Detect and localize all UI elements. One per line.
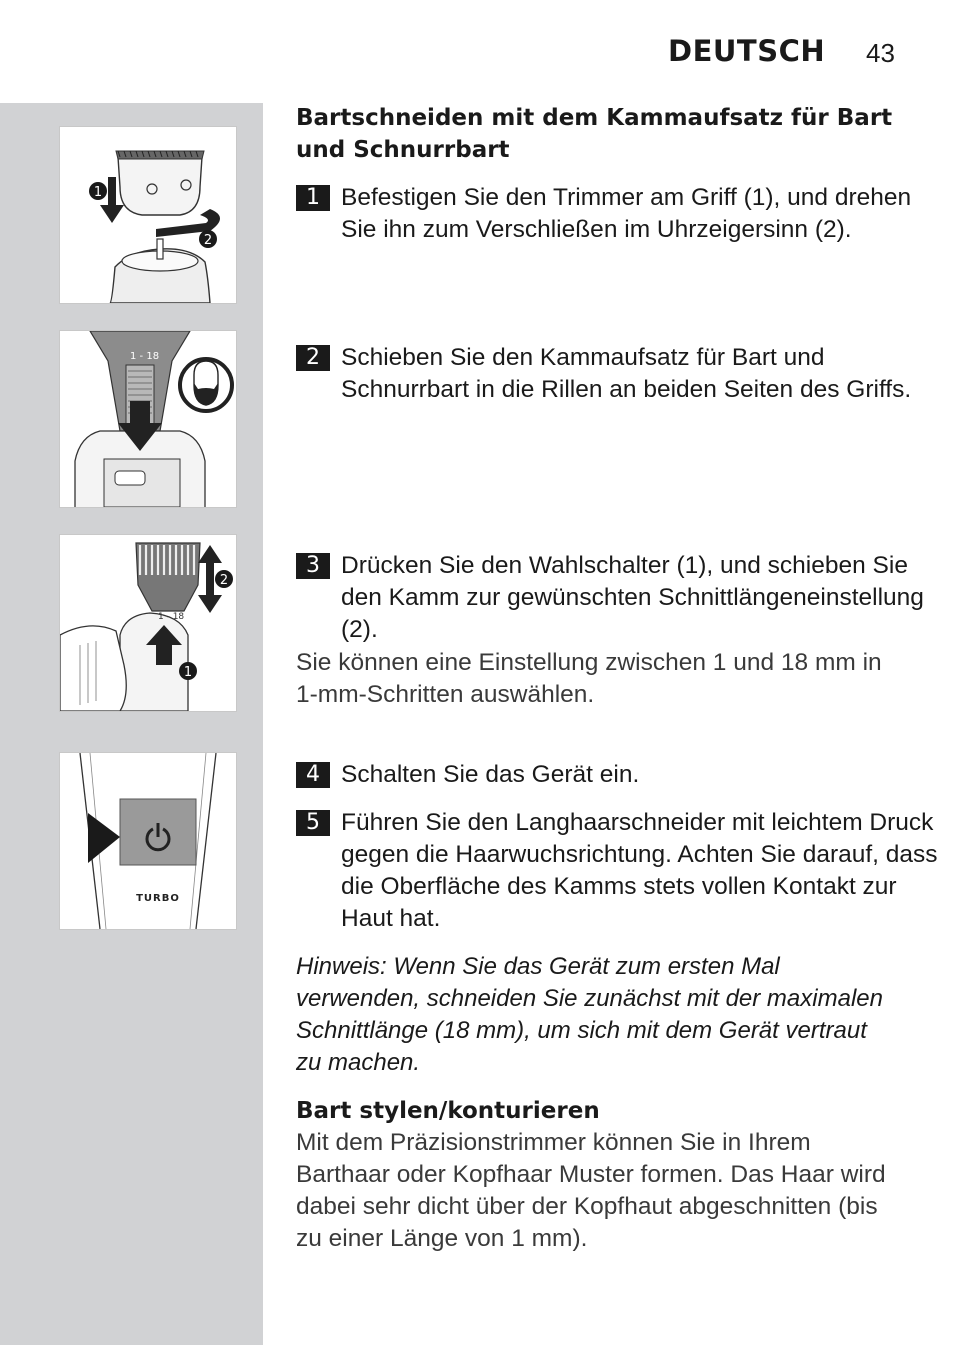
step-1 [296, 182, 941, 246]
figure-marker-1: 1 [93, 185, 103, 200]
step-2 [296, 342, 941, 406]
step-text-1: Befestigen Sie den Trimmer am Griff (1), und drehen Sie ihn zum Verschließen im Uhrzeigersinn (2). [341, 184, 912, 243]
figure-power-on [59, 752, 237, 930]
language-header: DEUTSCH [668, 34, 826, 68]
turbo-label: TURBO [136, 893, 180, 904]
section-heading-trimming: Bartschneiden mit dem Kammaufsatz für Bart und Schnurrbart [296, 105, 893, 163]
step-number-1: 1 [296, 185, 330, 211]
section-heading-styling: Bart stylen/konturieren [296, 1098, 600, 1124]
figure3-marker-1: 1 [183, 665, 193, 680]
step-3 [296, 550, 941, 646]
step-4 [296, 759, 941, 791]
figure3-marker-2: 2 [219, 573, 229, 588]
step-number-5: 5 [296, 810, 330, 836]
figure-attach-trimmer [59, 126, 237, 304]
step-5 [296, 807, 941, 935]
styling-description: Mit dem Präzisionstrimmer können Sie in Ihrem Barthaar oder Kopfhaar Muster formen. Das Haar wird dabei sehr dicht über der Kopfhaut abgeschnitten (bis zu einer Länge von 1 mm). [296, 1129, 886, 1252]
step-number-4: 4 [296, 762, 330, 788]
step-3-info: Sie können eine Einstellung zwischen 1 und 18 mm in 1-mm-Schritten auswählen. [296, 649, 882, 708]
step-number-2: 2 [296, 345, 330, 371]
comb-scale-label-fig3: 1 - 18 [158, 612, 185, 622]
figure-select-length [59, 534, 237, 712]
figure-marker-2: 2 [203, 233, 213, 248]
page-number: 43 [866, 38, 895, 68]
step-text-2: Schieben Sie den Kammaufsatz für Bart und Schnurrbart in die Rillen an beiden Seiten des Griffs. [341, 344, 912, 403]
step-text-4: Schalten Sie das Gerät ein. [341, 761, 640, 788]
step-number-3: 3 [296, 553, 330, 579]
step-text-5: Führen Sie den Langhaarschneider mit leichtem Druck gegen die Haarwuchsrichtung. Achten Sie darauf, dass die Oberfläche des Kamms stets vollen Kontakt zur Haut hat. [341, 809, 938, 932]
step-text-3: Drücken Sie den Wahlschalter (1), und schieben Sie den Kamm zur gewünschten Schnittlängeneinstellung (2). [341, 552, 924, 643]
comb-scale-label: 1 - 18 [130, 351, 160, 362]
usage-note: Hinweis: Wenn Sie das Gerät zum ersten Mal verwenden, schneiden Sie zunächst mit der maximalen Schnittlänge (18 mm), um sich mit dem Gerät vertraut zu machen. [296, 953, 883, 1076]
figure-slide-comb [59, 330, 237, 508]
